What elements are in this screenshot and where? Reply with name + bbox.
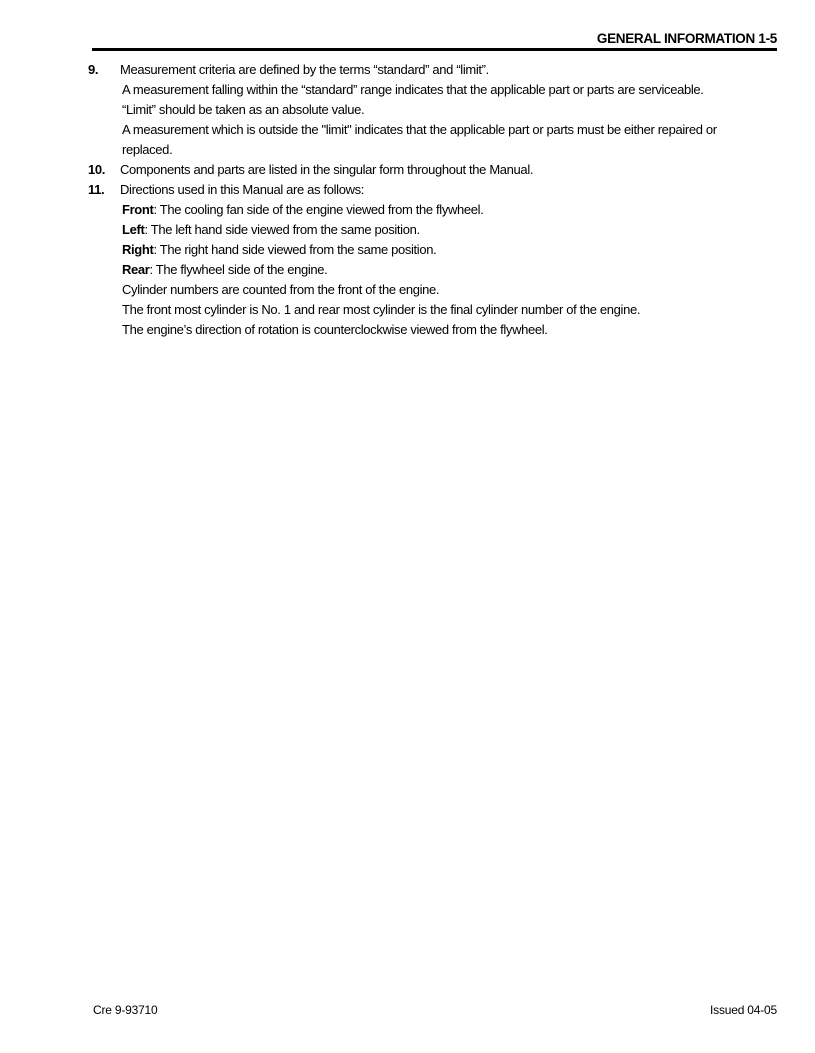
direction-line — [88, 260, 798, 280]
footer-issued-date: Issued 04-05 — [710, 1003, 777, 1017]
detail-line: “Limit” should be taken as an absolute value. — [122, 102, 365, 117]
direction-definition: : The left hand side viewed from the same position. — [144, 222, 420, 237]
direction-term: Rear — [122, 262, 150, 277]
direction-definition: : The flywheel side of the engine. — [149, 262, 328, 277]
direction-definition: : The right hand side viewed from the same position. — [153, 242, 437, 257]
direction-line — [88, 220, 798, 240]
list-item — [88, 160, 798, 180]
list-item-text: Components and parts are listed in the singular form throughout the Manual. — [120, 162, 534, 177]
direction-term: Front — [122, 202, 154, 217]
footer-document-code: Cre 9-93710 — [93, 1003, 158, 1017]
direction-line — [88, 240, 798, 260]
note-line: The engine’s direction of rotation is counterclockwise viewed from the flywheel. — [122, 322, 548, 337]
list-item-number: 9. — [88, 62, 99, 77]
direction-line — [88, 200, 798, 220]
list-item-text: Measurement criteria are defined by the terms “standard” and “limit”. — [120, 62, 489, 77]
direction-definition: : The cooling fan side of the engine viewed from the flywheel. — [153, 202, 484, 217]
list-item-number: 10. — [88, 162, 106, 177]
direction-term: Right — [122, 242, 154, 257]
direction-term: Left — [122, 222, 145, 237]
list-item-number: 11. — [88, 182, 105, 197]
list-item-text: Directions used in this Manual are as follows: — [120, 182, 365, 197]
page-header — [92, 31, 777, 46]
note-line: The front most cylinder is No. 1 and rear most cylinder is the final cylinder number of the engine. — [122, 302, 641, 317]
content-body — [88, 60, 798, 340]
header-divider — [92, 48, 777, 51]
list-item — [88, 180, 798, 340]
page-header-title: GENERAL INFORMATION 1-5 — [596, 31, 777, 46]
detail-line: replaced. — [122, 142, 173, 157]
detail-line: A measurement falling within the “standard” range indicates that the applicable part or parts are serviceable. — [122, 82, 704, 97]
note-line: Cylinder numbers are counted from the front of the engine. — [122, 282, 440, 297]
detail-line: A measurement which is outside the "limit" indicates that the applicable part or parts must be either repaired or — [122, 122, 717, 137]
list-item — [88, 60, 798, 160]
